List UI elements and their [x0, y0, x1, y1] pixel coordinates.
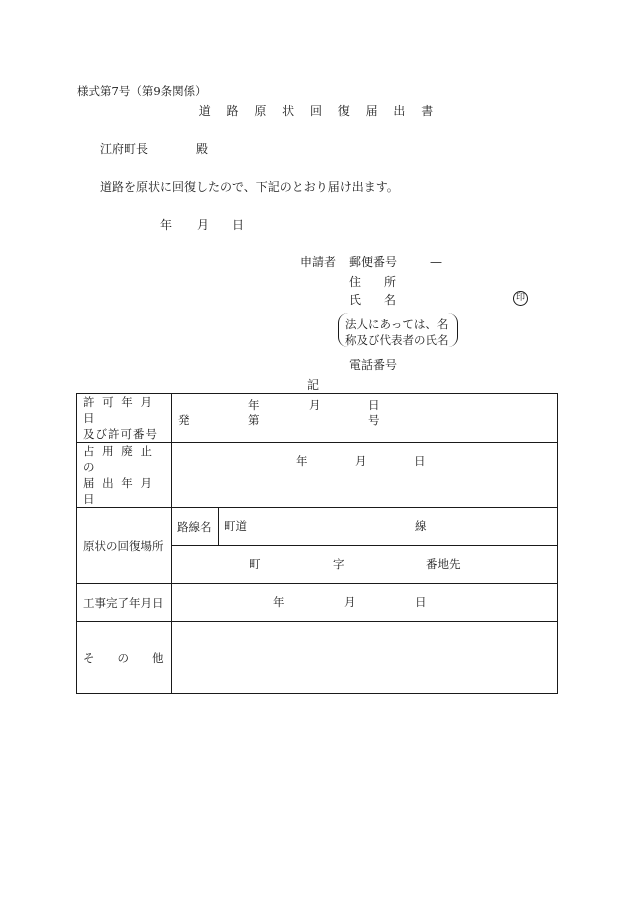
location-label: 原状の回復場所: [83, 538, 164, 553]
submission-date-day: 日: [232, 218, 245, 232]
route-name-label: 路線名: [177, 519, 212, 534]
route-suffix: 線: [415, 519, 427, 533]
ki-heading: 記: [307, 378, 320, 392]
addressee-name: 江府町長: [100, 142, 149, 156]
notification-table: [76, 393, 558, 694]
completion-label-cell: [77, 584, 172, 622]
permit-hatsu: 発: [178, 413, 190, 427]
phone-number-label: 電話番号: [349, 358, 398, 372]
other-label: そ の 他: [83, 650, 164, 665]
other-label-cell: [77, 622, 172, 694]
permit-label-line2: 及び許可番号: [83, 427, 158, 441]
corporation-note: 法人にあっては、名称及び代表者の氏名: [338, 313, 458, 347]
permit-value-cell[interactable]: [172, 394, 558, 443]
route-prefix: 町道: [224, 519, 247, 533]
occupancy-label-line1: 占 用 廃 止 の: [83, 444, 154, 474]
address-label-2: 所: [384, 275, 397, 289]
form-number: 様式第7号（第9条関係）: [77, 84, 207, 98]
banchi-unit: 番地先: [426, 557, 461, 571]
permit-day: 日: [368, 398, 380, 412]
permit-year: 年: [248, 398, 260, 412]
completion-year: 年: [273, 595, 285, 609]
route-label-cell: [172, 508, 219, 546]
name-label-1: 氏: [349, 293, 362, 307]
address-label-1: 住: [349, 275, 362, 289]
completion-label: 工事完了年月日: [83, 595, 164, 610]
occupancy-value-cell[interactable]: [172, 443, 558, 508]
submission-date-month: 月: [197, 218, 210, 232]
completion-row: [77, 584, 558, 622]
occupancy-label-cell: [77, 443, 172, 508]
name-label-2: 名: [384, 293, 397, 307]
submission-date-year: 年: [160, 218, 173, 232]
permit-label-line1: 許 可 年 月 日: [83, 395, 154, 425]
other-row: [77, 622, 558, 694]
occupancy-row: [77, 443, 558, 508]
permit-month: 月: [309, 398, 321, 412]
postal-code-label: 郵便番号: [349, 255, 398, 269]
seal-mark-icon: 印: [513, 291, 528, 306]
applicant-label: 申請者: [300, 255, 337, 269]
occupancy-label-line2: 届 出 年 月 日: [83, 476, 154, 506]
other-value-cell[interactable]: [172, 622, 558, 694]
permit-go: 号: [368, 413, 380, 427]
occupancy-month: 月: [355, 454, 367, 468]
permit-dai: 第: [248, 413, 260, 427]
address-value-cell[interactable]: [172, 546, 558, 584]
completion-day: 日: [415, 595, 427, 609]
route-value-cell[interactable]: [219, 508, 558, 546]
town-unit: 町: [249, 557, 261, 571]
postal-code-dash: —: [430, 255, 442, 269]
completion-value-cell[interactable]: [172, 584, 558, 622]
location-row-1: [77, 508, 558, 546]
occupancy-day: 日: [414, 454, 426, 468]
location-label-cell: [77, 508, 172, 584]
completion-month: 月: [344, 595, 356, 609]
permit-row: [77, 394, 558, 443]
aza-unit: 字: [333, 557, 345, 571]
body-text: 道路を原状に回復したので、下記のとおり届け出ます。: [100, 180, 399, 194]
addressee-honorific: 殿: [196, 142, 209, 156]
occupancy-year: 年: [296, 454, 308, 468]
document-title: 道 路 原 状 回 復 届 出 書: [198, 104, 440, 118]
permit-label-cell: [77, 394, 172, 443]
